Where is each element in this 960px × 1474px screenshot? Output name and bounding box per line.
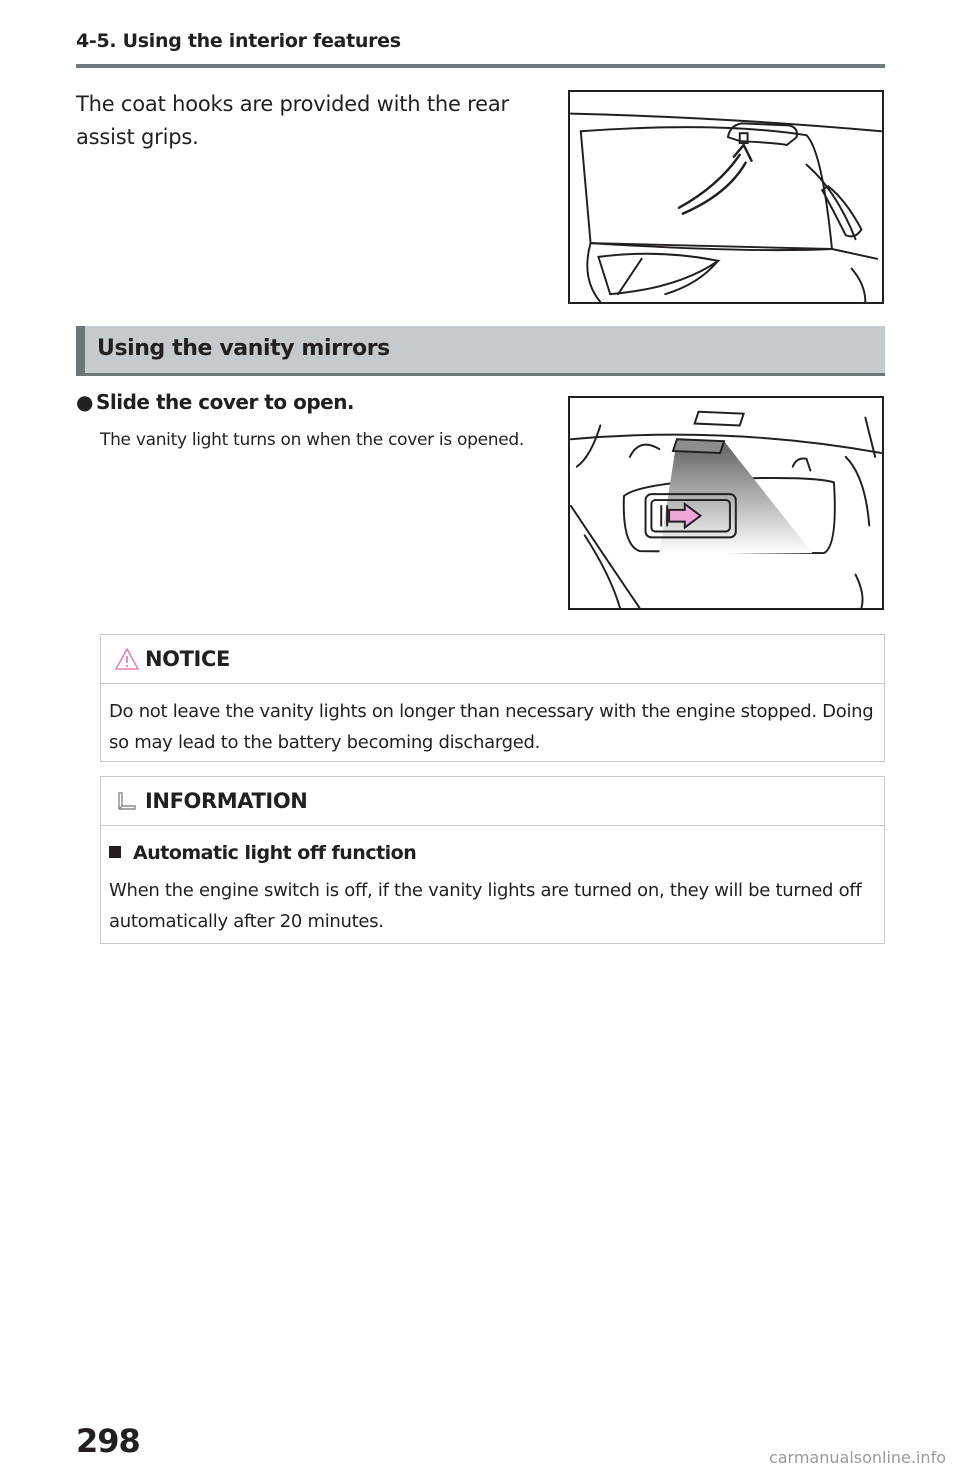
square-bullet-icon [109, 846, 121, 858]
section-header: 4-5. Using the interior features [76, 30, 401, 52]
information-label: INFORMATION [145, 789, 308, 813]
warning-triangle-icon [115, 647, 139, 671]
information-box [100, 776, 885, 944]
instruction-detail: The vanity light turns on when the cover is opened. [100, 430, 524, 450]
instruction-bullet [76, 390, 354, 414]
notice-box [100, 634, 885, 762]
bullet-dot-icon: ● [76, 390, 93, 414]
information-header [101, 777, 884, 826]
notice-label: NOTICE [145, 647, 230, 671]
intro-text: The coat hooks are provided with the rear assist grips. [76, 92, 509, 149]
information-body [101, 826, 884, 949]
information-subheading-text: Automatic light off function [133, 842, 417, 864]
page-number: 298 [76, 1422, 140, 1460]
instruction-title: Slide the cover to open. [96, 390, 355, 414]
information-subheading [109, 838, 874, 869]
coat-hook-illustration [568, 90, 884, 304]
section-title: Using the vanity mirrors [97, 336, 390, 361]
vanity-mirror-illustration [568, 396, 884, 610]
book-icon [115, 789, 139, 813]
header-rule [76, 64, 885, 68]
notice-text: Do not leave the vanity lights on longer than necessary with the engine stopped. Doing so may lead to the battery becoming discharged. [109, 701, 874, 753]
information-text: When the engine switch is off, if the vanity lights are turned on, they will be turned off automatically after 20 minutes. [109, 880, 862, 932]
notice-header [101, 635, 884, 684]
section-heading-bar [76, 326, 885, 376]
watermark: carmanualsonline.info [768, 1448, 946, 1467]
